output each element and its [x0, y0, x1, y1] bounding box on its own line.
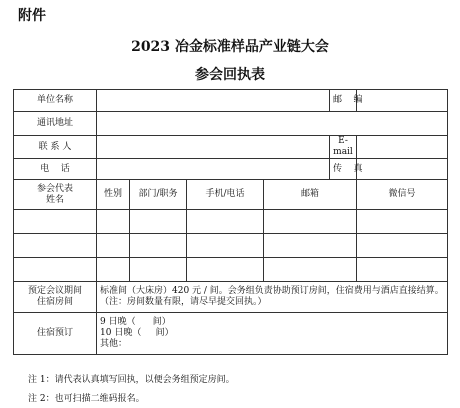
stay-option-9[interactable]: 9 日晚（ 间） [100, 317, 171, 327]
room-label: 预定会议期间 住宿房间 [14, 282, 97, 313]
stay-label: 住宿预订 [14, 313, 97, 355]
wechat-cell[interactable] [357, 234, 448, 258]
table-row [14, 258, 448, 282]
email-cell[interactable] [264, 210, 357, 234]
phone-cell[interactable] [187, 234, 264, 258]
phone-label: 电 话 [14, 159, 97, 180]
col-wechat-header: 微信号 [357, 180, 448, 210]
attachment-label: 附件 [18, 8, 46, 24]
stay-options[interactable] [97, 313, 448, 355]
table-row [14, 234, 448, 258]
dept-cell[interactable] [130, 258, 187, 282]
unit-name-field[interactable] [97, 90, 330, 112]
wechat-cell[interactable] [357, 258, 448, 282]
table-row [14, 210, 448, 234]
gender-cell[interactable] [97, 234, 130, 258]
gender-cell[interactable] [97, 258, 130, 282]
phone-cell[interactable] [187, 210, 264, 234]
email-cell[interactable] [264, 258, 357, 282]
phone-cell[interactable] [187, 258, 264, 282]
stay-option-other[interactable]: 其他： [100, 339, 128, 349]
contact-label: 联 系 人 [14, 136, 97, 159]
col-email-header: 邮箱 [264, 180, 357, 210]
form-title: 参会回执表 [195, 67, 265, 83]
postcode-field[interactable] [357, 90, 448, 112]
address-field[interactable] [97, 112, 448, 136]
registration-form-table [13, 89, 448, 355]
rep-name-header: 参会代表 姓名 [14, 180, 97, 210]
email-label: E-mail [330, 136, 357, 159]
stay-option-10[interactable]: 10 日晚（ 间） [100, 328, 174, 338]
dept-cell[interactable] [130, 234, 187, 258]
col-gender-header: 性别 [97, 180, 130, 210]
fax-label: 传 真 [330, 159, 357, 180]
unit-name-label: 单位名称 [14, 90, 97, 112]
rep-name-cell[interactable] [14, 210, 97, 234]
room-note: 标准间（大床房）420 元 / 间。会务组负责协助预订房间，住宿费用与酒店直接结算。（注：房间数量有限，请尽早提交回执。） [97, 282, 448, 313]
fax-field[interactable] [357, 159, 448, 180]
dept-cell[interactable] [130, 210, 187, 234]
postcode-label: 邮 编 [330, 90, 357, 112]
wechat-cell[interactable] [357, 210, 448, 234]
email-field[interactable] [357, 136, 448, 159]
conference-title: 2023 冶金标准样品产业链大会 [131, 39, 329, 55]
note-1: 注 1：请代表认真填写回执，以便会务组预定房间。 [28, 375, 235, 385]
note-2: 注 2：也可扫描二维码报名。 [28, 394, 145, 404]
col-dept-header: 部门/职务 [130, 180, 187, 210]
email-cell[interactable] [264, 234, 357, 258]
address-label: 通讯地址 [14, 112, 97, 136]
contact-field[interactable] [97, 136, 330, 159]
col-phone-header: 手机/电话 [187, 180, 264, 210]
rep-name-cell[interactable] [14, 234, 97, 258]
phone-field[interactable] [97, 159, 330, 180]
gender-cell[interactable] [97, 210, 130, 234]
rep-name-cell[interactable] [14, 258, 97, 282]
